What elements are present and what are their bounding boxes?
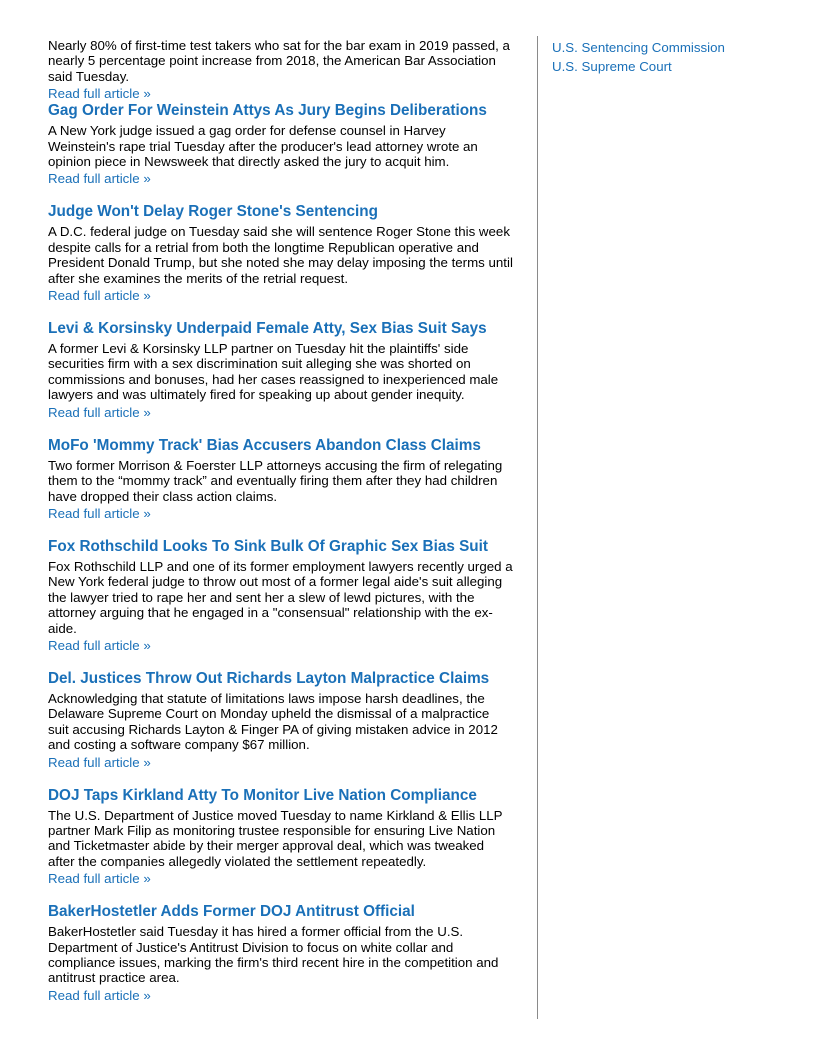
article-title[interactable]: BakerHostetler Adds Former DOJ Antitrust Official	[48, 903, 415, 921]
article-item	[48, 437, 513, 522]
article-item	[48, 538, 513, 654]
article-item	[48, 903, 513, 1004]
intro-article	[48, 38, 513, 102]
read-full-article-link[interactable]: Read full article »	[48, 871, 151, 887]
sidebar	[552, 38, 772, 76]
article-summary: BakerHostetler said Tuesday it has hired a former official from the U.S. Department of Justice's Antitrust Division to focus on white collar and compliance issues, marking the firm's third recent hire in the competition and antitrust practice area.	[48, 924, 499, 986]
read-full-article-link[interactable]: Read full article »	[48, 505, 151, 521]
read-full-article-link[interactable]: Read full article »	[48, 288, 151, 304]
article-item	[48, 787, 513, 888]
sidebar-link-supreme-court[interactable]: U.S. Supreme Court	[552, 59, 672, 74]
sidebar-link-sentencing-commission[interactable]: U.S. Sentencing Commission	[552, 40, 725, 55]
article-title[interactable]: Fox Rothschild Looks To Sink Bulk Of Graphic Sex Bias Suit	[48, 537, 488, 555]
read-full-article-link[interactable]: Read full article »	[48, 637, 151, 653]
column-divider	[537, 36, 538, 1019]
article-item	[48, 320, 513, 421]
article-summary: Two former Morrison & Foerster LLP attorneys accusing the firm of relegating them to the “mommy track” and eventually firing them after they had children have dropped their class action claims.	[48, 457, 503, 504]
article-summary: Acknowledging that statute of limitations laws impose harsh deadlines, the Delaware Supreme Court on Monday upheld the dismissal of a malpractice suit accusing Richards Layton & Finger PA of giving mistaken advice in 2012 and costing a software company $67 million.	[48, 690, 498, 753]
read-full-article-link[interactable]: Read full article »	[48, 86, 151, 102]
article-summary: A former Levi & Korsinsky LLP partner on Tuesday hit the plaintiffs' side securities firm with a sex discrimination suit alleging she was shorted on commissions and bonuses, had her cases reassigned to inexperienced male lawyers and was ultimately fired for speaking up about gender inequity.	[48, 341, 499, 403]
article-list	[48, 38, 513, 1004]
article-title[interactable]: MoFo 'Mommy Track' Bias Accusers Abandon Class Claims	[48, 436, 481, 454]
article-item	[48, 102, 513, 187]
article-summary: Nearly 80% of first-time test takers who sat for the bar exam in 2019 passed, a nearly 5 percentage point increase from 2018, the American Bar Association said Tuesday.	[48, 38, 510, 84]
article-item	[48, 203, 513, 304]
read-full-article-link[interactable]: Read full article »	[48, 754, 151, 770]
article-item	[48, 670, 513, 771]
article-summary: Fox Rothschild LLP and one of its former employment lawyers recently urged a New York federal judge to throw out most of a former legal aide's suit alleging the lawyer tried to rape her and sent her a slew of lewd pictures, with the attorney arguing that he engaged in a "consensual" relationship with the ex-aide.	[48, 558, 513, 636]
article-title[interactable]: Judge Won't Delay Roger Stone's Sentencing	[48, 203, 378, 221]
article-title[interactable]: DOJ Taps Kirkland Atty To Monitor Live Nation Compliance	[48, 786, 477, 804]
article-title[interactable]: Gag Order For Weinstein Attys As Jury Begins Deliberations	[48, 102, 487, 120]
article-title[interactable]: Levi & Korsinsky Underpaid Female Atty, Sex Bias Suit Says	[48, 320, 487, 338]
article-summary: The U.S. Department of Justice moved Tuesday to name Kirkland & Ellis LLP partner Mark Filip as monitoring trustee responsible for ensuring Live Nation and Ticketmaster abide by their merger approval deal, which was tweaked after the companies allegedly violated the settlement repeatedly.	[48, 807, 503, 869]
article-title[interactable]: Del. Justices Throw Out Richards Layton Malpractice Claims	[48, 669, 490, 687]
read-full-article-link[interactable]: Read full article »	[48, 171, 151, 187]
article-summary: A D.C. federal judge on Tuesday said she will sentence Roger Stone this week despite calls for a retrial from both the longtime Republican operative and President Donald Trump, but she noted she may delay imposing the terms until after she examines the merits of the retrial request.	[48, 224, 513, 286]
read-full-article-link[interactable]: Read full article »	[48, 987, 151, 1003]
article-summary: A New York judge issued a gag order for defense counsel in Harvey Weinstein's rape trial Tuesday after the producer's lead attorney wrote an opinion piece in Newsweek that directly asked the jury to acquit him.	[48, 123, 478, 170]
read-full-article-link[interactable]: Read full article »	[48, 404, 151, 420]
